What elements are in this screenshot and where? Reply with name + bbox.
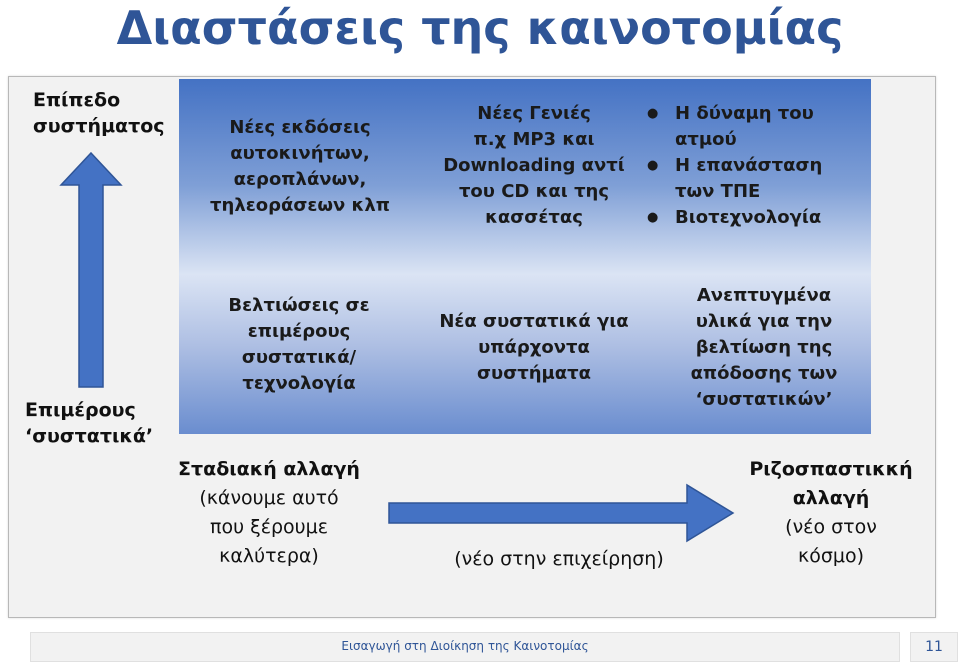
cell-line: Βελτιώσεις σε	[228, 295, 370, 316]
x-axis-left-line: καλύτερα)	[219, 545, 319, 567]
list-item-text: Βιοτεχνολογία	[675, 207, 822, 228]
y-axis-bottom-line2: ‘συστατικά’	[25, 425, 154, 447]
list-item	[647, 101, 867, 153]
cell-line: αεροπλάνων,	[233, 169, 367, 190]
cell-bottom-middle	[419, 309, 649, 387]
cell-line: Downloading αντί	[443, 155, 625, 176]
x-axis-right-head: αλλαγή	[792, 487, 870, 509]
cell-line: κασσέτας	[485, 207, 583, 228]
cell-line: Ανεπτυγμένα	[696, 285, 832, 306]
cell-top-left	[185, 115, 415, 219]
cell-line: τεχνολογία	[242, 373, 356, 394]
x-axis-middle-label: (νέο στην επιχείρηση)	[454, 548, 664, 570]
cell-line: αυτοκινήτων,	[230, 143, 370, 164]
y-axis-top-line2: συστήματος	[33, 115, 165, 137]
footer-text: Εισαγωγή στη Διοίκηση της Καινοτομίας	[341, 639, 589, 653]
list-item-text: Η δύναμη του	[675, 103, 814, 124]
cell-top-middle	[419, 101, 649, 231]
x-axis-right-label	[731, 455, 931, 571]
cell-line: απόδοσης των	[690, 363, 838, 384]
cell-line: Νέα συστατικά για	[439, 311, 629, 332]
slide-title: Διαστάσεις της καινοτομίας	[116, 1, 844, 55]
list-item-text: Η επανάσταση	[675, 155, 823, 176]
y-axis-top-label	[33, 87, 165, 139]
vertical-arrow	[59, 151, 123, 391]
y-axis-bottom-label	[25, 397, 153, 449]
cell-line: Νέες Γενιές	[477, 103, 591, 124]
cell-line: συστατικά/	[241, 347, 357, 368]
footer-bar	[30, 632, 900, 662]
x-axis-left-label	[149, 455, 389, 571]
cell-line: Νέες εκδόσεις	[229, 117, 371, 138]
cell-bottom-left	[189, 293, 409, 397]
cell-line: ‘συστατικών’	[695, 389, 833, 410]
horizontal-arrow-shape	[389, 485, 733, 541]
list-item-text: ατμού	[675, 129, 737, 150]
cell-line: υλικά για την	[695, 311, 833, 332]
x-axis-right-head: Ριζοσπαστικκή	[749, 458, 913, 480]
innovation-matrix-panel	[8, 76, 936, 618]
y-axis-bottom-line1: Επιμέρους	[25, 399, 136, 421]
x-axis-right-line: κόσμο)	[798, 545, 864, 567]
x-axis-left-head: Σταδιακή αλλαγή	[178, 458, 360, 480]
cell-line: τηλεοράσεων κλπ	[210, 195, 390, 216]
x-axis-right-line: (νέο στον	[785, 516, 877, 538]
y-axis-top-line1: Επίπεδο	[33, 89, 121, 111]
horizontal-arrow	[387, 481, 737, 545]
page-number: 11	[910, 632, 958, 662]
x-axis-left-line: (κάνουμε αυτό	[199, 487, 339, 509]
cell-line: υπάρχοντα	[478, 337, 590, 358]
cell-line: βελτίωση της	[695, 337, 833, 358]
list-item	[647, 153, 867, 205]
cell-line: του CD και της	[458, 181, 610, 202]
list-item-text: των ΤΠΕ	[675, 181, 761, 202]
cell-top-right-list	[647, 101, 867, 231]
cell-line: π.χ MP3 και	[473, 129, 595, 150]
vertical-arrow-shape	[61, 153, 121, 387]
cell-line: επιμέρους	[247, 321, 351, 342]
cell-line: συστήματα	[477, 363, 591, 384]
x-axis-left-line: που ξέρουμε	[210, 516, 328, 538]
list-item	[647, 205, 867, 231]
cell-bottom-right	[669, 283, 859, 413]
